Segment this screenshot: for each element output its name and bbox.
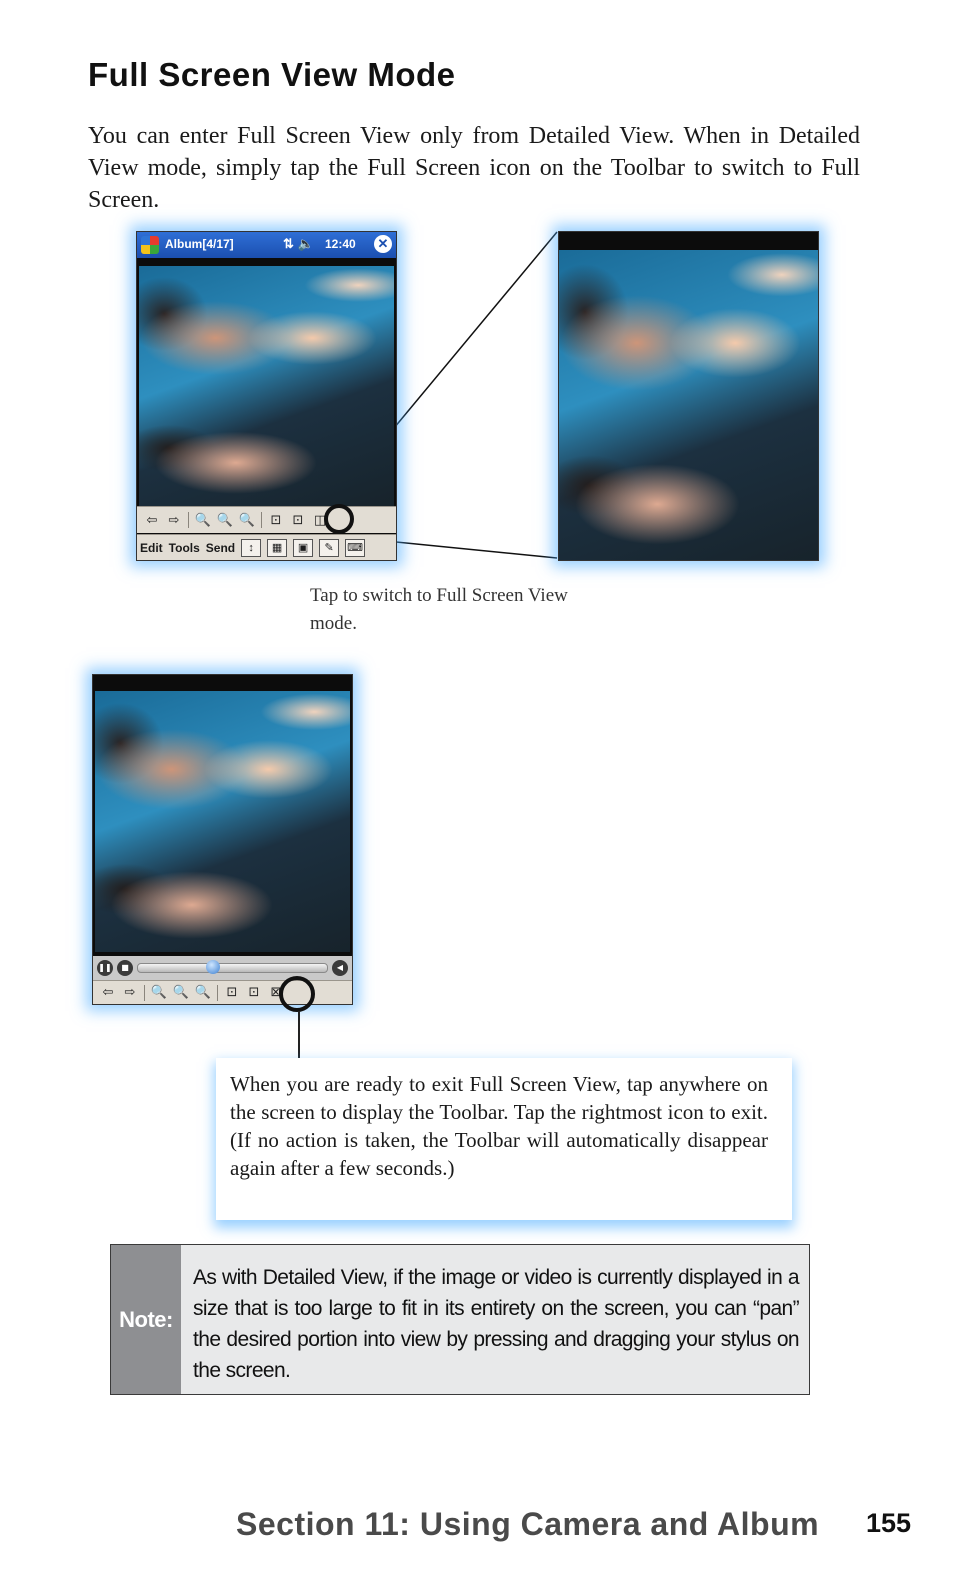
detailed-view-screenshot [136, 231, 397, 561]
menu-edit[interactable]: Edit [140, 540, 163, 555]
full-screen-view-screenshot [558, 231, 819, 561]
title-bar [137, 232, 396, 258]
note-box [110, 1244, 810, 1395]
exit-full-screen-icon[interactable]: ⊠ [270, 985, 282, 1000]
stop-icon[interactable]: ■ [117, 960, 133, 976]
zoom-fit-icon[interactable]: 🔍 [194, 985, 212, 1000]
callout-pointer [298, 1011, 300, 1059]
zoom-out-icon[interactable]: 🔍 [172, 985, 190, 1000]
page-number: 155 [866, 1508, 912, 1538]
rotate-right-icon[interactable]: ⊡ [248, 985, 260, 1000]
full-screen-icon[interactable]: ◫ [313, 512, 327, 528]
rotate-right-icon[interactable]: ⊡ [292, 512, 304, 528]
edit-image-icon[interactable]: ✎ [319, 539, 339, 557]
zoom-fit-icon[interactable]: 🔍 [238, 512, 256, 528]
rotate-left-icon[interactable]: ⊡ [226, 985, 238, 1000]
previous-icon[interactable]: ⇦ [146, 512, 158, 528]
section-footer: Section 11: Using Camera and Album [236, 1506, 820, 1542]
note-text: As with Detailed View, if the image or video is currently displayed in a size that is too large to fit in its entirety on the screen, you can “pan” the desired portion into view by pressing and dragging your stylus on the screen. [181, 1245, 809, 1394]
thumbnail-grid-icon[interactable]: ▦ [267, 539, 287, 557]
note-label: Note: [111, 1245, 181, 1394]
menu-send[interactable]: Send [205, 540, 236, 555]
detail-toolbar [137, 506, 396, 533]
menu-bar [137, 534, 396, 560]
previous-icon[interactable]: ⇦ [102, 985, 114, 1000]
rotate-left-icon[interactable]: ⊡ [270, 512, 282, 528]
full-screen-caption: Tap to switch to Full Screen View mode. [310, 585, 568, 634]
seek-slider[interactable] [137, 963, 328, 973]
album-title: Album[4/17] [165, 237, 234, 251]
intro-paragraph: You can enter Full Screen View only from Detailed View. When in Detailed View mode, simply tap the Full Screen icon on the Toolbar to switch to Full Screen. [88, 123, 860, 213]
clock: 12:40 [325, 237, 356, 251]
signal-volume-icon[interactable]: ⇅ 🔈 [283, 236, 314, 251]
sort-icon[interactable]: ↕ [241, 539, 261, 557]
next-icon[interactable]: ⇨ [124, 985, 136, 1000]
exit-highlight-ring [279, 976, 315, 1012]
close-icon[interactable]: ✕ [374, 235, 392, 253]
full-screen-photo[interactable] [559, 250, 818, 560]
start-menu-icon[interactable] [141, 236, 159, 254]
seek-knob[interactable] [206, 960, 220, 974]
album-photo[interactable] [139, 266, 394, 506]
next-icon[interactable]: ⇨ [168, 512, 180, 528]
full-screen-toolbar-screenshot [92, 674, 353, 1005]
full-screen-photo-2[interactable] [95, 691, 350, 952]
slideshow-icon[interactable]: ▣ [293, 539, 313, 557]
zoom-out-icon[interactable]: 🔍 [216, 512, 234, 528]
page-title: Full Screen View Mode [88, 56, 456, 93]
zoom-in-icon[interactable]: 🔍 [194, 512, 212, 528]
zoom-in-icon[interactable]: 🔍 [150, 985, 168, 1000]
exit-instructions-callout: When you are ready to exit Full Screen View, tap anywhere on the screen to display the Toolbar. Tap the rightmost icon to exit. (If no action is taken, the Toolbar will automatically disappear again after a few seconds.) [216, 1058, 792, 1220]
full-screen-highlight-ring [324, 504, 354, 534]
menu-tools[interactable]: Tools [168, 540, 200, 555]
pause-icon[interactable]: ❚❚ [97, 960, 113, 976]
media-seek-bar [93, 956, 352, 980]
volume-icon[interactable]: ◀ [332, 960, 348, 976]
keyboard-icon[interactable]: ⌨ [345, 539, 365, 557]
